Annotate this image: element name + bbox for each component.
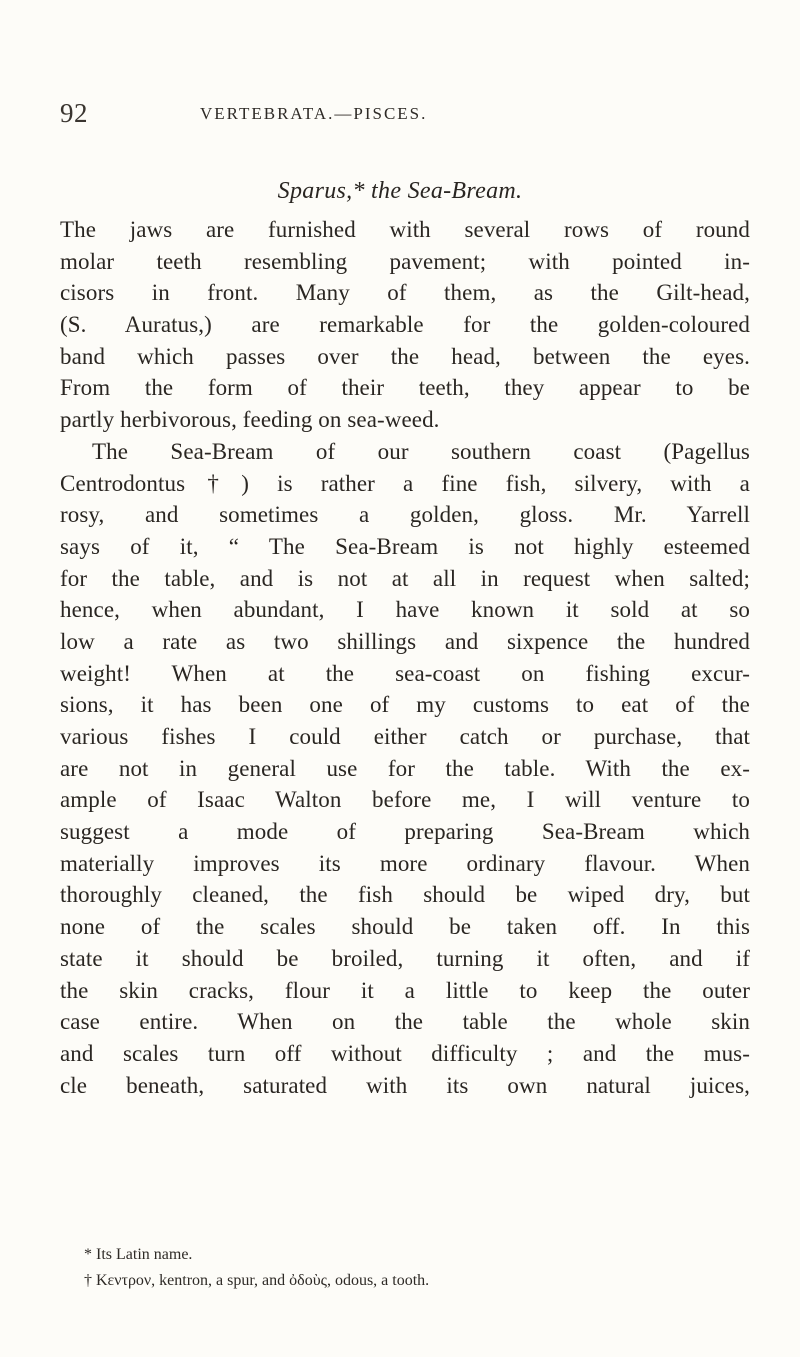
text-line: for the table, and is not at all in request when salted; bbox=[60, 565, 750, 591]
text-line: The jaws are furnished with several rows of round bbox=[60, 217, 750, 242]
text-line: the skin cracks, flour it a little to keep the outer bbox=[60, 977, 750, 1003]
text-line: case entire. When on the table the whole skin bbox=[60, 1009, 750, 1035]
page-number: 92 bbox=[60, 98, 88, 128]
footnote: † Κεντρον, kentron, a spur, and ὀδοὺς, odous, a tooth. bbox=[84, 1272, 430, 1289]
running-head: VERTEBRATA.—PISCES. bbox=[200, 104, 428, 123]
footnotes bbox=[60, 1242, 740, 1294]
text-line: The Sea-Bream of our southern coast (Pagellus bbox=[92, 438, 750, 464]
footnote: * Its Latin name. bbox=[84, 1246, 193, 1263]
text-line: thoroughly cleaned, the fish should be wiped dry, but bbox=[60, 882, 750, 908]
page-header bbox=[60, 98, 740, 138]
text-line: state it should be broiled, turning it often, and if bbox=[60, 945, 750, 971]
text-line: none of the scales should be taken off. In this bbox=[60, 914, 750, 940]
text-line: says of it, “ The Sea-Bream is not highly esteemed bbox=[60, 533, 750, 559]
text-line: cle beneath, saturated with its own natural juices, bbox=[60, 1072, 750, 1098]
body-text bbox=[60, 214, 750, 1101]
text-line: (S. Auratus,) are remarkable for the golden-coloured bbox=[60, 312, 750, 338]
text-line: materially improves its more ordinary flavour. When bbox=[60, 850, 750, 876]
text-line: ample of Isaac Walton before me, I will venture to bbox=[60, 787, 750, 813]
text-line: and scales turn off without difficulty ; and the mus- bbox=[60, 1040, 750, 1066]
text-line: Centrodontus†) is rather a fine fish, silvery, with a bbox=[60, 470, 750, 496]
text-line: are not in general use for the table. With the ex- bbox=[60, 755, 750, 781]
text-line: partly herbivorous, feeding on sea-weed. bbox=[60, 407, 440, 433]
text-line: From the form of their teeth, they appear to be bbox=[60, 375, 750, 401]
text-line: cisors in front. Many of them, as the Gilt-head, bbox=[60, 280, 750, 306]
text-line: weight! When at the sea-coast on fishing excur- bbox=[60, 660, 750, 686]
text-line: sions, it has been one of my customs to eat of the bbox=[60, 692, 750, 718]
text-line: various fishes I could either catch or purchase, that bbox=[60, 724, 750, 749]
text-line: rosy, and sometimes a golden, gloss. Mr. Yarrell bbox=[60, 502, 750, 528]
section-title: Sparus,* the Sea-Bream. bbox=[277, 178, 523, 204]
text-line: suggest a mode of preparing Sea-Bream which bbox=[60, 819, 750, 845]
text-line: low a rate as two shillings and sixpence the hundred bbox=[60, 628, 750, 654]
text-line: hence, when abundant, I have known it sold at so bbox=[60, 597, 750, 623]
text-line: molar teeth resembling pavement; with pointed in- bbox=[60, 248, 750, 274]
text-line: band which passes over the head, between the eyes. bbox=[60, 343, 750, 369]
